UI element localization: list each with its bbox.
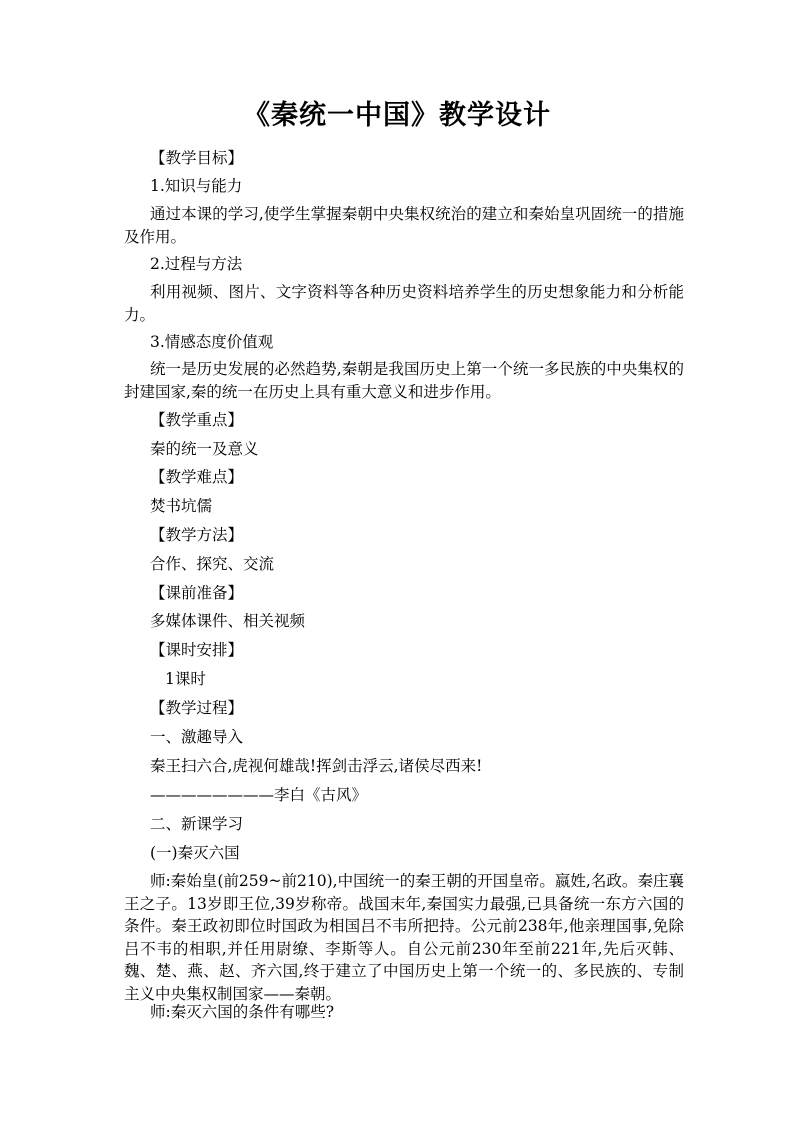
key-points-text: 秦的统一及意义 (150, 440, 259, 458)
methods-text: 合作、探究、交流 (150, 555, 275, 573)
objective1-title: 1.知识与能力 (150, 177, 243, 195)
process-header: 【教学过程】 (150, 699, 244, 717)
objectives-header: 【教学目标】 (150, 149, 244, 167)
objective1-text: 通过本课的学习,使学生掌握秦朝中央集权统治的建立和秦始皇巩固统一的措施及作用。 (124, 205, 684, 246)
methods-header: 【教学方法】 (150, 526, 244, 544)
key-points-header: 【教学重点】 (150, 411, 244, 429)
poem-line: 秦王扫六合,虎视何雄哉!挥剑击浮云,诸侯尽西来! (150, 757, 483, 775)
step1-title: 一、激趣导入 (150, 728, 244, 746)
objective3-title: 3.情感态度价值观 (150, 333, 274, 351)
poem-source: ————————李白《古风》 (150, 786, 368, 804)
preparation-text: 多媒体课件、相关视频 (150, 612, 306, 630)
schedule-text: 1课时 (165, 670, 206, 688)
difficulties-text: 焚书坑儒 (150, 497, 213, 515)
schedule-header: 【课时安排】 (150, 641, 244, 659)
difficulties-header: 【教学难点】 (150, 468, 244, 486)
objective2-title: 2.过程与方法 (150, 255, 243, 273)
teacher-paragraph-1: 师:秦始皇(前259~前210),中国统一的秦王朝的开国皇帝。嬴姓,名政。秦庄襄王之子。13岁即王位,39岁称帝。战国末年,秦国实力最强,已具备统一东方六国的条件。秦王政初即位时国政为相国吕不韦所把持。公元前238年,他亲理国事,免除吕不韦的相职,并任用尉缭、李斯等人。自公元前230年至前221年,先后灭韩、魏、楚、燕、赵、齐六国,终于建立了中国历史上第一个统一的、多民族的、专制主义中央集权制国家——秦朝。 (124, 872, 684, 1003)
objective2-text: 利用视频、图片、文字资料等各种历史资料培养学生的历史想象能力和分析能力。 (124, 283, 684, 324)
objective3-text: 统一是历史发展的必然趋势,秦朝是我国历史上第一个统一多民族的中央集权的封建国家,秦的统一在历史上具有重大意义和进步作用。 (124, 360, 684, 401)
document-title: 《秦统一中国》教学设计 (243, 100, 551, 131)
preparation-header: 【课前准备】 (150, 584, 244, 602)
subsection1-title: (一)秦灭六国 (150, 844, 240, 862)
step2-title: 二、新课学习 (150, 815, 244, 833)
teacher-question: 师:秦灭六国的条件有哪些? (150, 1003, 335, 1021)
